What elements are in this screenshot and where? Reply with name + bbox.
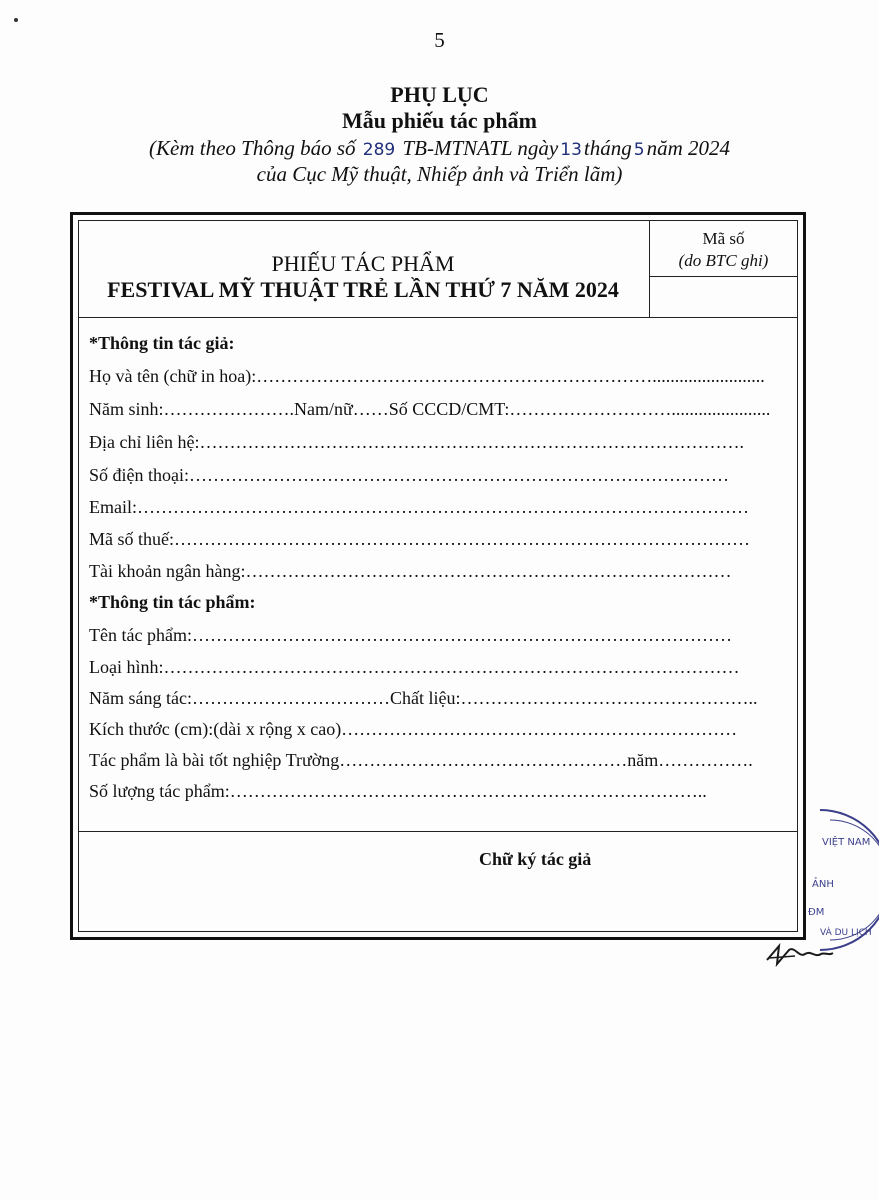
handwritten-month: 5 [633,140,645,160]
reference-line-2: của Cục Mỹ thuật, Nhiếp ảnh và Triển lãm) [256,162,623,186]
form-inner-border [78,220,798,932]
signature-label: Chữ ký tác giả [479,849,592,869]
field-artwork-title[interactable]: Tên tác phẩm:……………………………………………………………………………… [89,625,732,645]
code-box [649,221,797,317]
form-title-block [79,221,647,317]
reference-middle: TB-MTNATL ngày [402,136,559,160]
author-info-heading: *Thông tin tác giả: [89,333,235,353]
field-full-name[interactable]: Họ và tên (chữ in hoa):…………………………………………………………......................... [89,366,765,386]
field-artwork-quantity[interactable]: Số lượng tác phẩm:…………………………………………………………………….. [89,781,707,801]
code-divider [650,276,797,277]
stamp-text-bottom: VÀ DU LỊCH [820,928,872,938]
form-template-title: Mẫu phiếu tác phẩm [342,108,537,133]
page-number: 5 [434,28,445,52]
signature-divider [79,831,797,832]
reference-year: năm 2024 [646,136,730,160]
signature-scribble [765,940,835,968]
reference-line [0,136,879,161]
field-dimensions[interactable]: Kích thước (cm):(dài x rộng x cao)………………………………………………………… [89,719,738,739]
field-address[interactable]: Địa chỉ liên hệ:………………………………………………………………………………. [89,432,744,452]
artwork-info-heading: *Thông tin tác phẩm: [89,592,256,612]
stamp-text-lower: ĐM [808,907,825,918]
submission-form [70,212,806,940]
reference-prefix: (Kèm theo Thông báo số [149,136,356,160]
handwritten-day: 13 [560,140,582,160]
field-year-material[interactable]: Năm sáng tác:……………………………Chất liệu:………………………………………….. [89,688,758,708]
field-artwork-type[interactable]: Loại hình:…………………………………………………………………………………… [89,657,740,677]
form-header [79,221,797,318]
scan-mark [14,18,18,22]
field-graduation-work[interactable]: Tác phẩm là bài tốt nghiệp Trường…………………………………………năm……………. [89,750,753,770]
field-tax-code[interactable]: Mã số thuế:…………………………………………………………………………………… [89,529,750,549]
code-note: (do BTC ghi) [678,251,769,270]
month-word: tháng [583,136,632,160]
code-label: Mã số [702,229,745,248]
official-stamp [800,805,879,955]
ticket-title: PHIẾU TÁC PHẨM [271,251,455,276]
festival-title: FESTIVAL MỸ THUẬT TRẺ LẦN THỨ 7 NĂM 2024 [107,277,619,302]
field-birth-gender-id[interactable]: Năm sinh:………………….Nam/nữ……Số CCCD/CMT:………………………...................... [89,399,771,419]
stamp-text-top: VIỆT NAM [822,837,871,848]
field-phone[interactable]: Số điện thoại:……………………………………………………………………………… [89,465,729,485]
handwritten-doc-number: 289 [362,140,396,160]
field-bank-account[interactable]: Tài khoản ngân hàng:……………………………………………………………………… [89,561,732,581]
stamp-text-middle: ẢNH [812,879,834,890]
appendix-title: PHỤ LỤC [390,82,489,107]
field-email[interactable]: Email:………………………………………………………………………………………… [89,497,749,517]
